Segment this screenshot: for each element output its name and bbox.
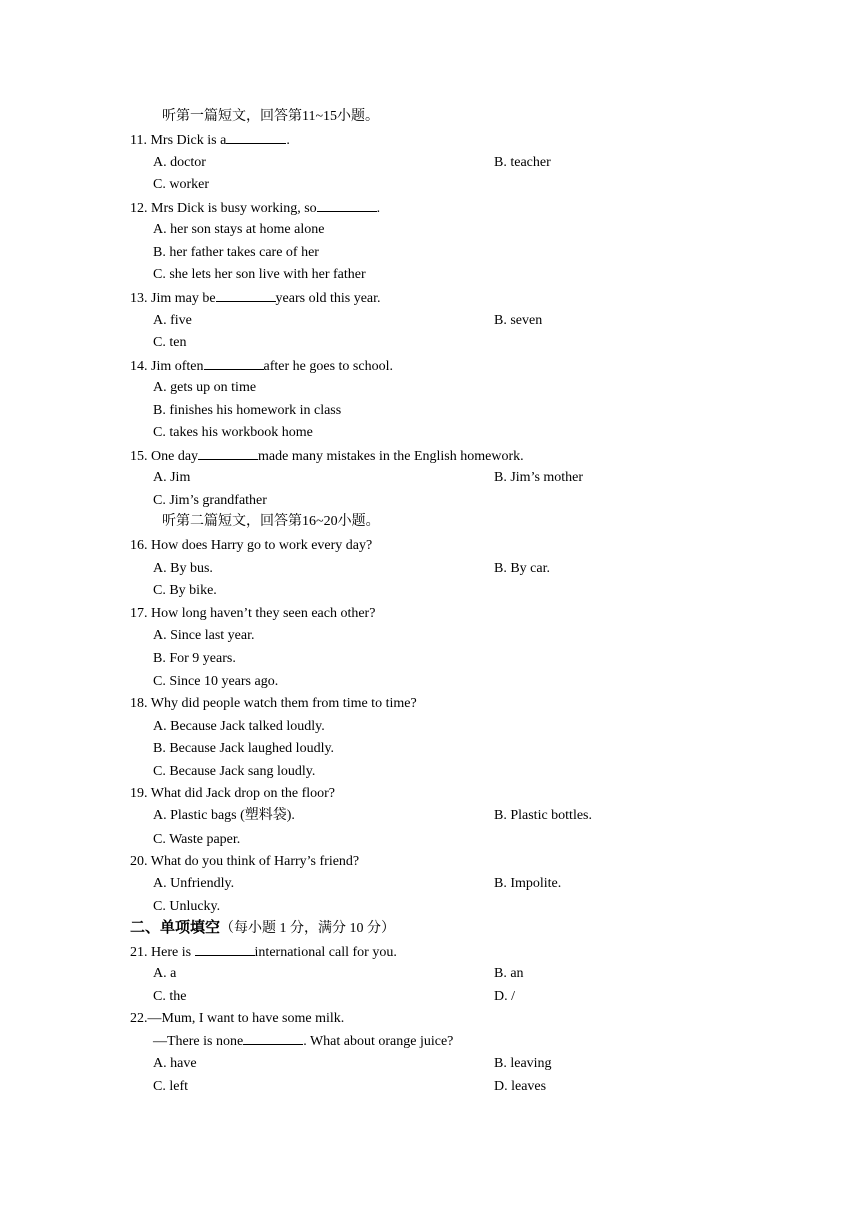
option-c: C. she lets her son live with her father (153, 267, 366, 282)
question-22-line-1: 22.—Mum, I want to have some milk. (130, 1011, 345, 1026)
option-c: C. Because Jack sang loudly. (153, 764, 316, 779)
question-16-stem: 16. How does Harry go to work every day? (130, 538, 373, 553)
answer-blank (216, 287, 276, 302)
option-a: A. Unfriendly. (153, 876, 235, 891)
question-17 (0, 603, 860, 625)
option-a: A. Since last year. (153, 628, 255, 643)
option-c: C. Unlucky. (153, 899, 221, 914)
question-15-stem: 15. One day (130, 449, 199, 464)
question-16 (0, 535, 860, 557)
section-2-title: 二、单项填空 (130, 918, 221, 936)
option-d: D. / (494, 989, 515, 1004)
answer-blank (204, 355, 264, 370)
option-a: A. By bus. (153, 561, 213, 576)
question-21 (0, 941, 860, 963)
option-b: B. finishes his homework in class (153, 403, 342, 418)
question-20-stem: 20. What do you think of Harry’s friend? (130, 854, 360, 869)
option-b: B. Impolite. (494, 876, 562, 891)
option-c: C. Jim’s grandfather (153, 493, 267, 508)
option-c: C. By bike. (153, 583, 217, 598)
question-19-stem: 19. What did Jack drop on the floor? (130, 786, 336, 801)
question-12-stem: 12. Mrs Dick is busy working, so (130, 201, 317, 216)
question-18 (0, 693, 860, 715)
option-c: C. the (153, 989, 187, 1004)
question-11-stem: 11. Mrs Dick is a (130, 133, 227, 148)
question-17-stem: 17. How long haven’t they seen each other? (130, 606, 376, 621)
question-15 (0, 445, 860, 467)
option-a: A. five (153, 313, 192, 328)
answer-blank (198, 445, 258, 460)
question-13-stem-end: years old this year. (275, 291, 381, 306)
question-21-stem: 21. Here is (130, 945, 195, 960)
option-a: A. Because Jack talked loudly. (153, 719, 325, 734)
option-c: C. takes his workbook home (153, 425, 313, 440)
question-14-stem-end: after he goes to school. (263, 359, 393, 374)
option-c: C. Waste paper. (153, 832, 241, 847)
option-b: B. an (494, 966, 524, 981)
question-12-stem-end: . (376, 201, 381, 216)
option-b: B. her father takes care of her (153, 245, 319, 260)
passage-2-instruction: 听第二篇短文，回答第16~20小题。 (162, 514, 380, 529)
option-b: B. leaving (494, 1056, 552, 1071)
section-2-scoring-note: （每小题 1 分，满分 10 分） (220, 921, 396, 936)
option-a: A. a (153, 966, 177, 981)
question-14 (0, 355, 860, 377)
question-11-stem-end: . (286, 133, 290, 148)
question-18-stem: 18. Why did people watch them from time to time? (130, 696, 417, 711)
option-b: B. seven (494, 313, 543, 328)
option-b: B. Jim’s mother (494, 470, 584, 485)
question-15-stem-end: made many mistakes in the English homework. (258, 449, 524, 464)
option-a: A. Jim (153, 470, 191, 485)
option-a: A. have (153, 1056, 197, 1071)
option-a: A. gets up on time (153, 380, 257, 395)
section-2-heading (0, 916, 860, 938)
question-11 (0, 129, 860, 151)
answer-blank (243, 1030, 303, 1045)
question-19 (0, 783, 860, 805)
option-a: A. Plastic bags (塑料袋). (153, 808, 295, 823)
option-c: C. left (153, 1079, 188, 1094)
option-d: D. leaves (494, 1079, 547, 1094)
option-c: C. ten (153, 335, 187, 350)
question-22 (0, 1008, 860, 1030)
option-b: B. By car. (494, 561, 550, 576)
question-13 (0, 287, 860, 309)
option-a: A. her son stays at home alone (153, 222, 325, 237)
answer-blank (226, 129, 286, 144)
question-22-line-2-end: . What about orange juice? (303, 1034, 454, 1049)
answer-blank (317, 197, 377, 212)
question-14-stem: 14. Jim often (130, 359, 204, 374)
option-b: B. For 9 years. (153, 651, 236, 666)
option-b: B. Because Jack laughed loudly. (153, 741, 335, 756)
option-c: C. worker (153, 177, 209, 192)
question-12 (0, 197, 860, 219)
question-22-line-2: —There is none (153, 1034, 244, 1049)
answer-blank (195, 941, 255, 956)
passage-1-instruction: 听第一篇短文，回答第11~15小题。 (162, 109, 380, 124)
option-a: A. doctor (153, 155, 206, 170)
question-13-stem: 13. Jim may be (130, 291, 216, 306)
option-c: C. Since 10 years ago. (153, 674, 279, 689)
question-21-stem-end: international call for you. (254, 945, 397, 960)
option-b: B. teacher (494, 155, 551, 170)
option-b: B. Plastic bottles. (494, 808, 592, 823)
question-20 (0, 851, 860, 873)
